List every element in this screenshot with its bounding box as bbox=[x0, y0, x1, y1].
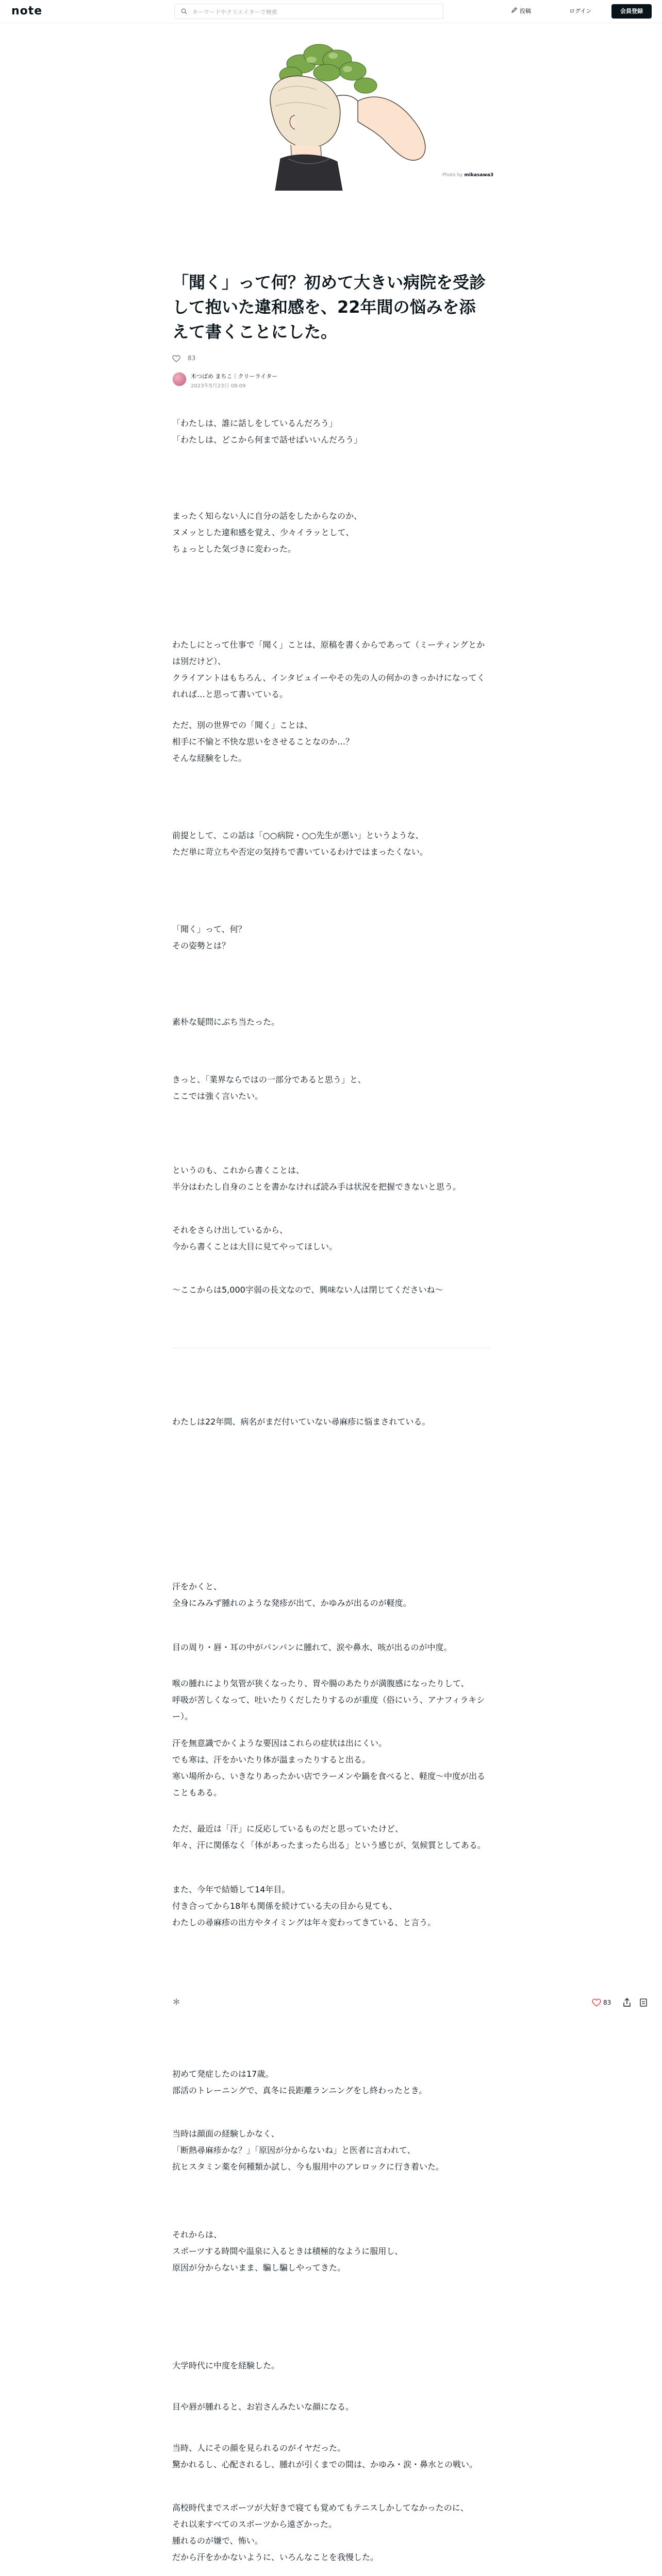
paragraph: わたしにとって仕事で「聞く」ことは、原稿を書くからであって（ミーティングとかは別だけど）、 クライアントはもちろん、インタビュイーやその先の人の何かのきっかけになってくれれば…と思って書いている。 bbox=[172, 640, 485, 699]
floating-like-count: 83 bbox=[603, 1999, 611, 2006]
login-button[interactable]: ログイン bbox=[569, 8, 592, 14]
site-header bbox=[0, 0, 662, 23]
paragraph: わたしは22年間、病名がまだ付いていない尋麻疹に悩まされている。 bbox=[172, 1417, 431, 1427]
search-icon bbox=[181, 8, 187, 14]
paragraph: 「聞く」って、何？ その姿勢とは？ bbox=[172, 924, 246, 951]
post-label: 投稿 bbox=[520, 8, 531, 14]
article-title: 「聞く」って何？初めて大きい病院を受診して抱いた違和感を、22年間の悩みを添えて書くことにした。 bbox=[172, 273, 486, 342]
section-separator: ＊ bbox=[172, 1997, 181, 2007]
post-button[interactable] bbox=[520, 7, 531, 15]
author-avatar[interactable] bbox=[172, 372, 187, 386]
heart-icon[interactable] bbox=[592, 1998, 601, 2007]
more-icon[interactable] bbox=[639, 1998, 648, 2007]
paragraph: 前提として、この話は「○○病院・○○先生が悪い」というような、 ただ単に苛立ちや否定の気持ちで書いているわけではまったくない。 bbox=[172, 831, 428, 857]
hero-illustration bbox=[172, 24, 490, 191]
signup-button[interactable]: 会員登録 bbox=[611, 4, 652, 19]
paragraph: 喉の腫れにより気管が狭くなったり、胃や腸のあたりが満腹感になったりして、 呼吸が苦しくなって、吐いたりくだしたりするのが重度（俗にいう、アナフィラキシー）。 bbox=[172, 1679, 485, 1721]
photo-credit-name[interactable]: mikasawa3 bbox=[464, 173, 494, 178]
paragraph: 大学時代に中度を経験した。 bbox=[172, 2361, 280, 2370]
photo-credit bbox=[442, 173, 493, 178]
paragraph: 素朴な疑問にぶち当たった。 bbox=[172, 1017, 280, 1027]
paragraph: それをさらけ出しているから、 今から書くことは大目に見てやってほしい。 bbox=[172, 1225, 338, 1251]
paragraph: まったく知らない人に自分の話をしたからなのか、 ヌメッとした違和感を覚え、少々イラッとして、 ちょっとした気づきに変わった。 bbox=[172, 511, 362, 554]
paragraph: それからは、 スポーツする時間や温泉に入るときは積極的なように服用し、 原因が分からないまま、騙し騙しやってきた。 bbox=[172, 2230, 403, 2273]
photo-credit-prefix: Photo by bbox=[442, 173, 463, 178]
paragraph: 汗を無意識でかくような要因はこれらの症状は出にくい。 でも寒は、汗をかいたり体が温まったりすると出る。 寒い場所から、いきなりあったかい店でラーメンや鍋を食べると、軽度〜中度が出ることもある。 bbox=[172, 1738, 486, 1798]
note-logo[interactable]: note bbox=[11, 5, 43, 18]
search-input[interactable] bbox=[191, 6, 436, 18]
paragraph: 初めて発症したのは17歳。 部活のトレーニングで、真冬に長距離ランニングをし終わったとき。 bbox=[172, 2069, 427, 2095]
pencil-icon bbox=[511, 7, 517, 13]
paragraph: 〜ここからは5,000字弱の長文なので、興味ない人は閉じてくださいね〜 bbox=[172, 1285, 443, 1295]
paragraph: ただ、別の世界での「聞く」ことは、 相手に不愉と不快な思いをさせることなのか…？ そんな経験をした。 bbox=[172, 720, 354, 763]
share-icon[interactable] bbox=[623, 1998, 631, 2007]
publish-date: 2023年5月23日 08:09 bbox=[191, 383, 246, 389]
search-box[interactable] bbox=[174, 4, 443, 19]
paragraph: というのも、これから書くことは、 半分はわたし自身のことを書かなければ読み手は状況を把握できないと思う。 bbox=[172, 1165, 461, 1192]
like-count: 83 bbox=[188, 354, 196, 362]
floating-action-bar bbox=[592, 1997, 654, 2009]
paragraph: 「わたしは、誰に話しをしているんだろう」 「わたしは、どこから何まで話せばいいんだろう」 bbox=[172, 418, 362, 445]
paragraph: きっと、「業界ならではの一部分であると思う」と、 ここでは強く言いたい。 bbox=[172, 1075, 366, 1101]
paragraph: 目の周り・唇・耳の中がパンパンに腫れて、涙や鼻水、咳が出るのが中度。 bbox=[172, 1642, 452, 1652]
author-name[interactable]: 木つばめ まちこ｜クリーライター bbox=[191, 373, 278, 380]
paragraph: 当時は顔面の経験しかなく、 「断熱尋麻疹かな？」「原因が分からないね」と医者に言われて、 抗ヒスタミン薬を何種類か試し、今も服用中のアレロックに行き着いた。 bbox=[172, 2129, 444, 2172]
paragraph: 当時、人にその顔を見られるのがイヤだった。 驚かれるし、心配されるし、腫れが引くまでの間は、かゆみ・涙・鼻水との戦い。 bbox=[172, 2443, 478, 2469]
paragraph: 目や唇が腫れると、お岩さんみたいな顔になる。 bbox=[172, 2402, 354, 2412]
paragraph: 高校時代までスポーツが大好きで寝ても覚めてもテニスしかしてなかったのに、 それ以来すべてのスポーツから遠ざかった。 腫れるのが嫌で、怖い。 だから汗をかかないように、いろんなことを我慢した。 bbox=[172, 2503, 469, 2562]
heart-icon bbox=[172, 355, 180, 362]
paragraph: 汗をかくと、 全身にみみず腫れのような発疹が出て、かゆみが出るのが軽度。 bbox=[172, 1582, 411, 1608]
paragraph: ただ、最近は「汗」に反応しているものだと思っていたけど、 年々、汗に関係なく「体があったまったら出る」という感じが、気候質としてある。 bbox=[172, 1824, 486, 1850]
paragraph: また、今年で結婚して14年目。 付き合ってから18年も関係を続けている夫の目から見ても、 わたしの尋麻疹の出方やタイミングは年々変わってきている、と言う。 bbox=[172, 1885, 436, 1927]
